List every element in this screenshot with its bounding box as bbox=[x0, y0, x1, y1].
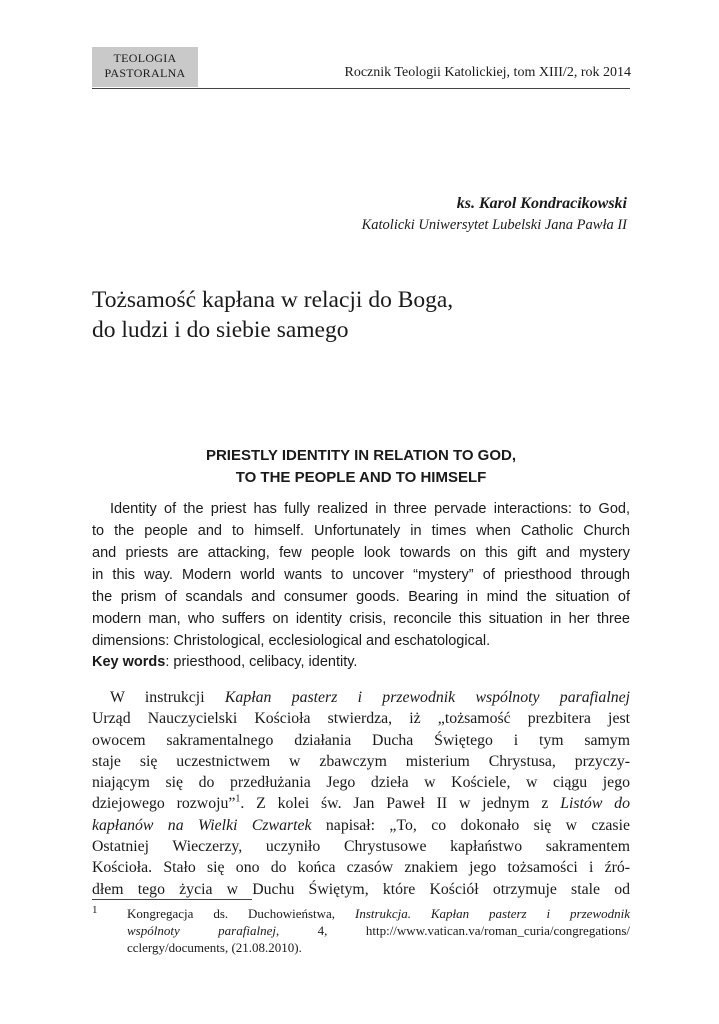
abstract-line: dimensions: Christological, ecclesiological and eschatological. bbox=[92, 633, 491, 649]
body-line: Kościoła. Stało się ono do końca czasów znakiem jego tożsamości i źró- bbox=[92, 859, 630, 877]
abstract-line: modern man, who suffers on identity crisis, reconcile this situation in her three bbox=[92, 611, 630, 627]
body-text-run: napisał: „To, co dokonało się w czasie bbox=[311, 816, 630, 834]
body-line: staje się uczestnictwem w zbawczym misterium Chrystusa, przyczy- bbox=[92, 752, 630, 770]
body-line bbox=[92, 687, 630, 708]
footnote-rule bbox=[92, 899, 252, 900]
journal-running-header: Rocznik Teologii Katolickiej, tom XIII/2, rok 2014 bbox=[344, 65, 631, 80]
cited-document-title: Kapłan pasterz i przewodnik wspólnoty parafialnej bbox=[224, 689, 631, 706]
body-text-run: W instrukcji bbox=[110, 689, 225, 706]
english-title bbox=[92, 445, 630, 489]
section-badge bbox=[92, 47, 198, 87]
english-title-line2: TO THE PEOPLE AND TO HIMSELF bbox=[235, 469, 487, 486]
body-line: niającym się do przedłużania Jego dzieła w Kościele, w ciągu jego bbox=[92, 774, 630, 792]
body-line bbox=[92, 793, 630, 814]
body-paragraph bbox=[92, 687, 630, 900]
abstract bbox=[92, 498, 630, 652]
body-text-run: dziejowego rozwoju” bbox=[92, 795, 236, 813]
abstract-line: the prism of scandals and consumer goods. Bearing in mind the situation of bbox=[92, 589, 630, 605]
body-line: dłem tego życia w Duchu Świętym, które Kościół otrzymuje stale od bbox=[92, 880, 630, 898]
body-line bbox=[92, 815, 630, 836]
article-title-line2: do ludzi i do siebie samego bbox=[92, 317, 349, 343]
footnote-line: cclergy/documents, (21.08.2010). bbox=[127, 940, 302, 955]
keywords-label: Key words bbox=[92, 654, 166, 670]
section-name-line1: TEOLOGIA bbox=[113, 51, 177, 65]
footnote bbox=[92, 905, 630, 956]
footnote-cited-title-cont: wspólnoty parafialnej bbox=[127, 923, 276, 938]
cited-letters-title-cont: kapłanów na Wielki Czwartek bbox=[92, 816, 312, 834]
keywords bbox=[92, 652, 630, 672]
english-title-line1: PRIESTLY IDENTITY IN RELATION TO GOD, bbox=[205, 447, 517, 464]
footnote-ref[interactable]: 1 bbox=[235, 794, 241, 806]
body-line: Ostatniej Wieczerzy, uczyniło Chrystusowe kapłaństwo sakramentem bbox=[92, 838, 630, 856]
article-title-line1: Tożsamość kapłana w relacji do Boga, bbox=[92, 287, 454, 313]
author-affiliation: Katolicki Uniwersytet Lubelski Jana Pawła II bbox=[361, 217, 627, 233]
body-text-run: . Z kolei św. Jan Paweł II w jednym z bbox=[240, 795, 561, 813]
footnote-line bbox=[127, 905, 630, 922]
abstract-line: to the people and to himself. Unfortunately in times when Catholic Church bbox=[92, 523, 630, 539]
body-line: Urząd Nauczycielski Kościoła stwierdza, iż „tożsamość prezbitera jest bbox=[92, 710, 630, 728]
author-name: ks. Karol Kondracikowski bbox=[456, 195, 627, 212]
body-line: owocem sakramentalnego działania Ducha Świętego i tym samym bbox=[92, 731, 630, 749]
footnote-text-run: Kongregacja ds. Duchowieństwa, bbox=[127, 906, 355, 921]
abstract-line: and priests are attacking, few people look towards on this gift and mystery bbox=[92, 545, 630, 561]
footnote-body bbox=[127, 905, 630, 956]
header-rule bbox=[92, 88, 630, 89]
footnote-line bbox=[127, 922, 630, 939]
section-name-line2: PASTORALNA bbox=[104, 66, 186, 80]
keywords-text: : priesthood, celibacy, identity. bbox=[165, 654, 358, 670]
cited-letters-title: Listów do bbox=[560, 795, 630, 813]
footnote-link[interactable]: , 4, http://www.vatican.va/roman_curia/congregations/ bbox=[275, 923, 630, 938]
abstract-line: Identity of the priest has fully realized in three pervade interactions: to God, bbox=[110, 501, 630, 517]
article-title bbox=[92, 285, 632, 345]
abstract-line: in this way. Modern world wants to uncover “mystery” of priesthood through bbox=[92, 567, 630, 583]
footnote-cited-title: Instrukcja. Kapłan pasterz i przewodnik bbox=[354, 906, 631, 921]
footnote-number: 1 bbox=[92, 904, 98, 916]
